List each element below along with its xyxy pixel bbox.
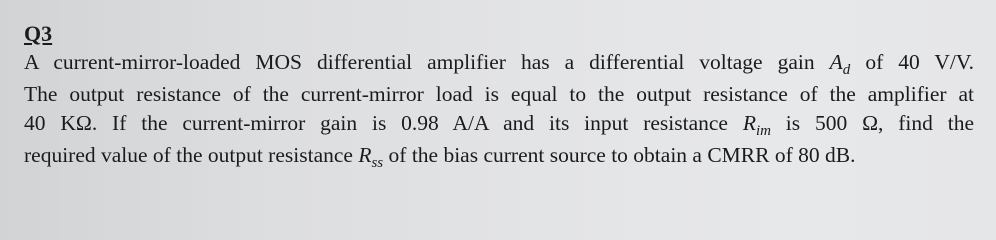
question-block [24, 22, 974, 173]
bias-resistance-subscript: ss [371, 155, 384, 171]
line-1-end: of 40 V/V. [850, 50, 975, 74]
question-line-2: The output resistance of the current-mirror load is equal to the output resistance of the amplifier at [24, 82, 974, 106]
input-resistance-subscript: im [755, 123, 771, 139]
line-1-text: A current-mirror-loaded MOS differential amplifier has a differential voltage gain [24, 50, 830, 74]
bias-resistance-symbol: R [358, 143, 372, 167]
question-line-3 [24, 109, 974, 141]
line-4-text: required value of the output resistance [24, 143, 359, 167]
question-number: Q3 [24, 21, 53, 46]
input-resistance-symbol: R [742, 111, 756, 135]
question-line-1 [24, 48, 974, 80]
line-4-end: of the bias current source to obtain a CMRR of 80 dB. [383, 143, 856, 167]
line-3-end: is 500 Ω, find the [770, 111, 974, 135]
gain-subscript: d [842, 62, 851, 78]
line-3-text: 40 KΩ. If the current-mirror gain is 0.98 A/A and its input resistance [24, 111, 743, 135]
gain-symbol: A [829, 50, 843, 74]
question-line-4 [24, 141, 974, 173]
